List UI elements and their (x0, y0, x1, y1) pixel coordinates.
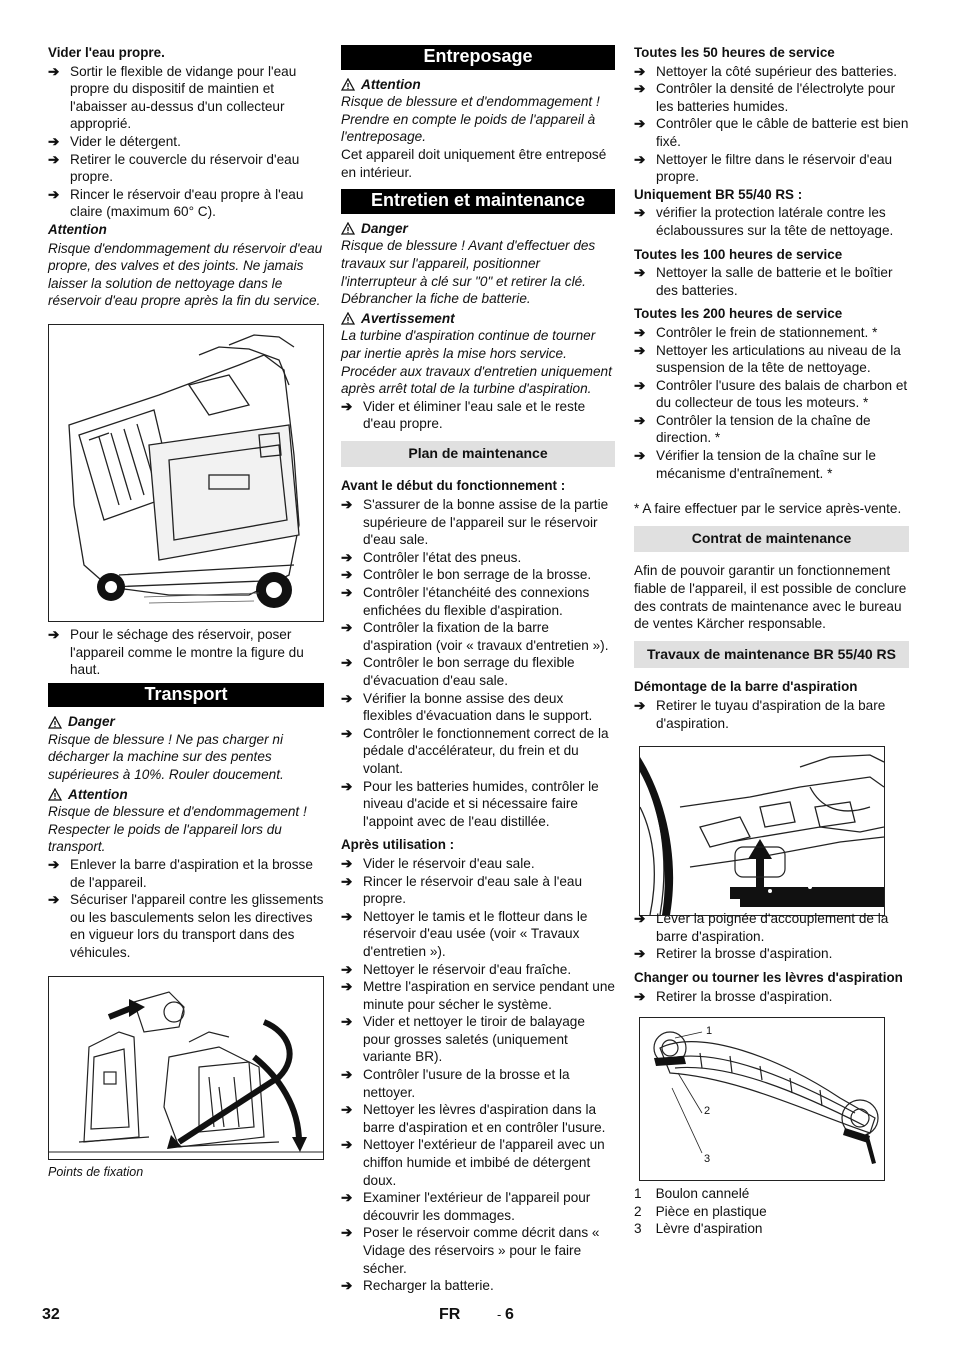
section-title-travaux: Travaux de maintenance BR 55/40 RS (634, 641, 909, 669)
step-item: ➔ Contrôler le bon serrage du flexible d'évacuation d'eau sale. (341, 655, 575, 688)
attention-text: Risque de blessure et d'endommagement ! Respecter le poids de l'appareil lors du transport. (48, 804, 307, 855)
step-arrow-icon: ➔ (341, 778, 353, 794)
step-arrow-icon: ➔ (634, 265, 646, 281)
warning-triangle-icon (48, 716, 62, 729)
step-arrow-icon: ➔ (634, 63, 646, 79)
section-title-contrat: Contrat de maintenance (634, 526, 909, 553)
step-item: ➔ Vider et éliminer l'eau sale et le reste d'eau propre. (341, 398, 586, 432)
step-item: ➔ Retirer le tuyau d'aspiration de la bare d'aspiration. (634, 698, 886, 731)
step-arrow-icon: ➔ (341, 908, 353, 924)
sub-page-number: - 6 (497, 1306, 514, 1323)
heading-br: Uniquement BR 55/40 RS : (634, 186, 803, 202)
callout-2: 2 (704, 1105, 711, 1118)
step-item: ➔ Vider et nettoyer le tiroir de balayage pour grosses saletés (uniquement variante BR). (341, 1014, 585, 1065)
step-item: ➔ Contrôler la fixation de la barre d'aspiration (voir « travaux d'entretien »). (341, 620, 609, 653)
step-arrow-icon: ➔ (634, 377, 646, 393)
warning-triangle-icon (341, 78, 355, 91)
steps-50h (634, 63, 909, 186)
suction-lips-illustration (640, 1018, 884, 1180)
danger-heading: Danger (48, 713, 324, 731)
steps-demontage-2 (634, 910, 909, 963)
legend-item: 3 Lèvre d'aspiration (634, 1221, 763, 1237)
attention-text: Risque de blessure et d'endommagement ! Prendre en compte le poids de l'appareil à l'entreposage. (341, 94, 600, 145)
step-item: ➔ Rincer le réservoir d'eau propre à l'eau claire (maximum 60° C). (48, 186, 304, 220)
figure-machine-drying (48, 324, 324, 622)
warning-triangle-icon (341, 312, 355, 325)
step-arrow-icon: ➔ (341, 585, 353, 601)
heading-vider-eau-propre: Vider l'eau propre. (48, 45, 165, 60)
steps-100h (634, 264, 909, 299)
step-item: ➔ Retirer la brosse d'aspiration. (634, 946, 833, 962)
step-item: ➔ Contrôler l'état des pneus. (341, 549, 522, 565)
figure-legend (634, 1185, 909, 1238)
step-arrow-icon: ➔ (341, 620, 353, 636)
step-arrow-icon: ➔ (341, 549, 353, 565)
step-item: ➔ Lever la poignée d'accouplement de la barre d'aspiration. (634, 911, 889, 944)
steps-avant (341, 496, 615, 830)
step-item: ➔ Nettoyer l'extérieur de l'appareil avec un chiffon humide et imbibé de détergent doux. (341, 1137, 605, 1188)
step-item: ➔ Nettoyer les lèvres d'aspiration dans la barre d'aspiration et en contrôler l'usure. (341, 1102, 606, 1135)
step-arrow-icon: ➔ (341, 873, 353, 889)
page-footer (0, 1306, 954, 1328)
step-item: ➔ Pour le séchage des réservoir, poser l'appareil comme le montre la figure du haut. (48, 626, 304, 678)
step-item: ➔ Vider le réservoir d'eau sale. (341, 855, 535, 871)
steps-vider (48, 63, 324, 221)
step-item: ➔ Enlever la barre d'aspiration et la brosse de l'appareil. (48, 857, 313, 890)
attention-heading: Attention (48, 786, 324, 804)
step-item: ➔ Contrôler le frein de stationnement. * (634, 324, 878, 340)
callout-3: 3 (704, 1153, 711, 1166)
step-item: ➔ Rincer le réservoir d'eau sale à l'eau propre. (341, 873, 583, 907)
entreposage-text: Cet appareil doit uniquement être entreposé en intérieur. (341, 146, 607, 180)
step-arrow-icon: ➔ (634, 342, 646, 358)
steps-br (634, 204, 909, 239)
figure-levres-aspiration (639, 1017, 885, 1181)
step-item: ➔ Nettoyer la côté supérieur des batteries. (634, 63, 898, 79)
step-item: ➔ Examiner l'extérieur de l'appareil pour découvrir les dommages. (341, 1190, 591, 1223)
step-arrow-icon: ➔ (341, 655, 353, 671)
warning-triangle-icon (48, 788, 62, 801)
steps-changer (634, 988, 909, 1006)
danger-text: Risque de blessure ! Ne pas charger ni décharger la machine sur des pentes supérieures à 10%. Rouler doucement. (48, 731, 284, 783)
step-arrow-icon: ➔ (48, 133, 60, 149)
step-arrow-icon: ➔ (48, 186, 60, 202)
step-arrow-icon: ➔ (634, 448, 646, 464)
step-arrow-icon: ➔ (341, 855, 353, 871)
step-arrow-icon: ➔ (341, 497, 353, 513)
step-item: ➔ Sécuriser l'appareil contre les glissements ou les basculements selon les directives en vigueur lors du transport dans des véhicules. (48, 892, 324, 960)
step-arrow-icon: ➔ (341, 1067, 353, 1083)
danger-text: Risque de blessure ! Avant d'effectuer des travaux sur l'appareil, positionner l'interrupteur à clé sur "0" et retirer la clé. Débrancher la fiche de batterie. (341, 238, 596, 307)
steps-transport (48, 856, 324, 962)
steps-demontage (634, 697, 909, 732)
step-item: ➔ Nettoyer les articulations au niveau de la suspension de la tête de nettoyage. (634, 342, 901, 376)
step-arrow-icon: ➔ (48, 151, 60, 167)
avertissement-heading: Avertissement (341, 310, 615, 328)
step-item: ➔ Contrôler l'étanchéité des connexions enfichées du flexible d'aspiration. (341, 585, 590, 618)
heading-changer: Changer ou tourner les lèvres d'aspiration (634, 969, 903, 985)
step-arrow-icon: ➔ (341, 398, 353, 414)
step-arrow-icon: ➔ (634, 988, 646, 1004)
step-item: ➔ Vérifier la tension de la chaîne sur le mécanisme d'entraînement. * (634, 448, 876, 481)
step-item: ➔ Nettoyer le réservoir d'eau fraîche. (341, 961, 572, 977)
suction-bar-illustration (640, 747, 884, 915)
step-item: ➔ S'assurer de la bonne assise de la partie supérieure de l'appareil sur le réservoir d'eau sale. (341, 497, 609, 548)
steps-apres (341, 855, 615, 1295)
section-title-plan: Plan de maintenance (341, 441, 615, 468)
column-left (48, 44, 324, 1181)
danger-heading: Danger (341, 220, 615, 238)
legend-item: 1 Boulon cannelé (634, 1186, 750, 1202)
step-item: ➔ Vérifier la bonne assise des deux flexibles d'évacuation dans le support. (341, 690, 593, 724)
step-item: ➔ Contrôler le bon serrage de la brosse. (341, 567, 592, 583)
warning-triangle-icon (341, 222, 355, 235)
step-arrow-icon: ➔ (341, 1190, 353, 1206)
contrat-text: Afin de pouvoir garantir un fonctionnement fiable de l'appareil, il est possible de conclure des contrats de maintenance avec le bureau de ventes Kärcher responsable. (634, 563, 907, 632)
step-arrow-icon: ➔ (634, 698, 646, 713)
figure-caption: Points de fixation (48, 1164, 144, 1179)
step-item: ➔ vérifier la protection latérale contre les éclaboussures sur la tête de nettoyage. (634, 205, 894, 238)
page-number: 32 (42, 1306, 60, 1323)
footnote: * A faire effectuer par le service après-vente. (634, 501, 902, 517)
machine-tilted-illustration (49, 325, 323, 621)
step-item: ➔ Poser le réservoir comme décrit dans « Vidage des réservoirs » pour le faire sécher. (341, 1225, 600, 1276)
heading-apres: Après utilisation : (341, 837, 455, 853)
step-item: ➔ Contrôler la densité de l'électrolyte pour les batteries humides. (634, 81, 896, 114)
step-arrow-icon: ➔ (48, 63, 60, 79)
attention-label: Attention (48, 221, 107, 237)
step-item: ➔ Contrôler le fonctionnement correct de la pédale d'accélérateur, du frein et du volant. (341, 725, 609, 776)
step-arrow-icon: ➔ (634, 81, 646, 97)
machine-transport-illustration (49, 977, 323, 1159)
step-arrow-icon: ➔ (634, 205, 646, 221)
step-item: ➔ Pour les batteries humides, contrôler le niveau d'acide et si nécessaire faire l'appoint avec de l'eau distillée. (341, 778, 599, 829)
language-code: FR (439, 1306, 461, 1323)
step-arrow-icon: ➔ (341, 567, 353, 583)
step-item: ➔ Contrôler l'usure de la brosse et la nettoyer. (341, 1067, 570, 1100)
step-arrow-icon: ➔ (341, 1137, 353, 1153)
figure-fixation-points (48, 976, 324, 1160)
step-arrow-icon: ➔ (341, 961, 353, 977)
section-title-entretien: Entretien et maintenance (341, 189, 615, 214)
step-item: ➔ Vider le détergent. (48, 133, 181, 149)
steps-vider-eau (341, 398, 615, 433)
steps-200h (634, 324, 909, 482)
step-arrow-icon: ➔ (341, 1225, 353, 1241)
attention-heading: Attention (341, 76, 615, 94)
step-item: ➔ Contrôler la tension de la chaîne de direction. * (634, 412, 871, 446)
step-arrow-icon: ➔ (341, 1102, 353, 1118)
step-arrow-icon: ➔ (341, 1014, 353, 1030)
step-item: ➔ Recharger la batterie. (341, 1278, 494, 1294)
step-item: ➔ Retirer la brosse d'aspiration. (634, 988, 833, 1004)
heading-demontage: Démontage de la barre d'aspiration (634, 679, 858, 695)
step-arrow-icon: ➔ (48, 626, 60, 642)
steps-sechage (48, 626, 324, 679)
step-arrow-icon: ➔ (341, 1278, 353, 1294)
column-middle (341, 44, 615, 1295)
step-item: ➔ Contrôler l'usure des balais de charbon et du collecteur de tous les moteurs. * (634, 377, 908, 411)
step-item: ➔ Sortir le flexible de vidange pour l'eau propre du dispositif de maintien et l'abaisser au-dessus d'un collecteur approprié. (48, 63, 297, 132)
attention-text: Risque d'endommagement du réservoir d'eau propre, des valves et des joints. Ne jamais laisser la solution de nettoyage dans le réservoir d'eau propre après la fin du service. (48, 240, 323, 309)
step-item: ➔ Contrôler que le câble de batterie est bien fixé. (634, 116, 909, 149)
heading-avant: Avant le début du fonctionnement : (341, 478, 566, 494)
step-item: ➔ Nettoyer le tamis et le flotteur dans le réservoir d'eau usée (voir « Travaux d'entretien »). (341, 908, 588, 959)
avertissement-text: La turbine d'aspiration continue de tourner par inertie après la mise hors service. Procéder aux travaux d'entretien uniquement après arrêt total de la turbine d'aspiration. (341, 328, 612, 397)
step-arrow-icon: ➔ (634, 911, 646, 927)
column-right (634, 44, 909, 1238)
step-arrow-icon: ➔ (634, 412, 646, 428)
step-item: ➔ Mettre l'aspiration en service pendant une minute pour sécher le système. (341, 979, 615, 1012)
step-arrow-icon: ➔ (341, 690, 353, 706)
step-arrow-icon: ➔ (341, 725, 353, 741)
step-arrow-icon: ➔ (341, 979, 353, 995)
section-title-transport: Transport (48, 683, 324, 708)
step-item: ➔ Nettoyer la salle de batterie et le boîtier des batteries. (634, 265, 893, 298)
step-arrow-icon: ➔ (48, 892, 60, 908)
callout-1: 1 (706, 1025, 713, 1038)
heading-200h: Toutes les 200 heures de service (634, 306, 843, 322)
step-item: ➔ Nettoyer le filtre dans le réservoir d'eau propre. (634, 151, 893, 185)
step-arrow-icon: ➔ (634, 324, 646, 340)
step-arrow-icon: ➔ (634, 116, 646, 132)
section-title-entreposage: Entreposage (341, 45, 615, 70)
figure-barre-aspiration (639, 746, 885, 916)
step-item: ➔ Retirer le couvercle du réservoir d'eau propre. (48, 151, 300, 185)
step-arrow-icon: ➔ (634, 946, 646, 962)
heading-50h: Toutes les 50 heures de service (634, 45, 835, 60)
step-arrow-icon: ➔ (48, 857, 60, 873)
legend-item: 2 Pièce en plastique (634, 1203, 767, 1219)
heading-100h: Toutes les 100 heures de service (634, 246, 843, 262)
step-arrow-icon: ➔ (634, 151, 646, 167)
